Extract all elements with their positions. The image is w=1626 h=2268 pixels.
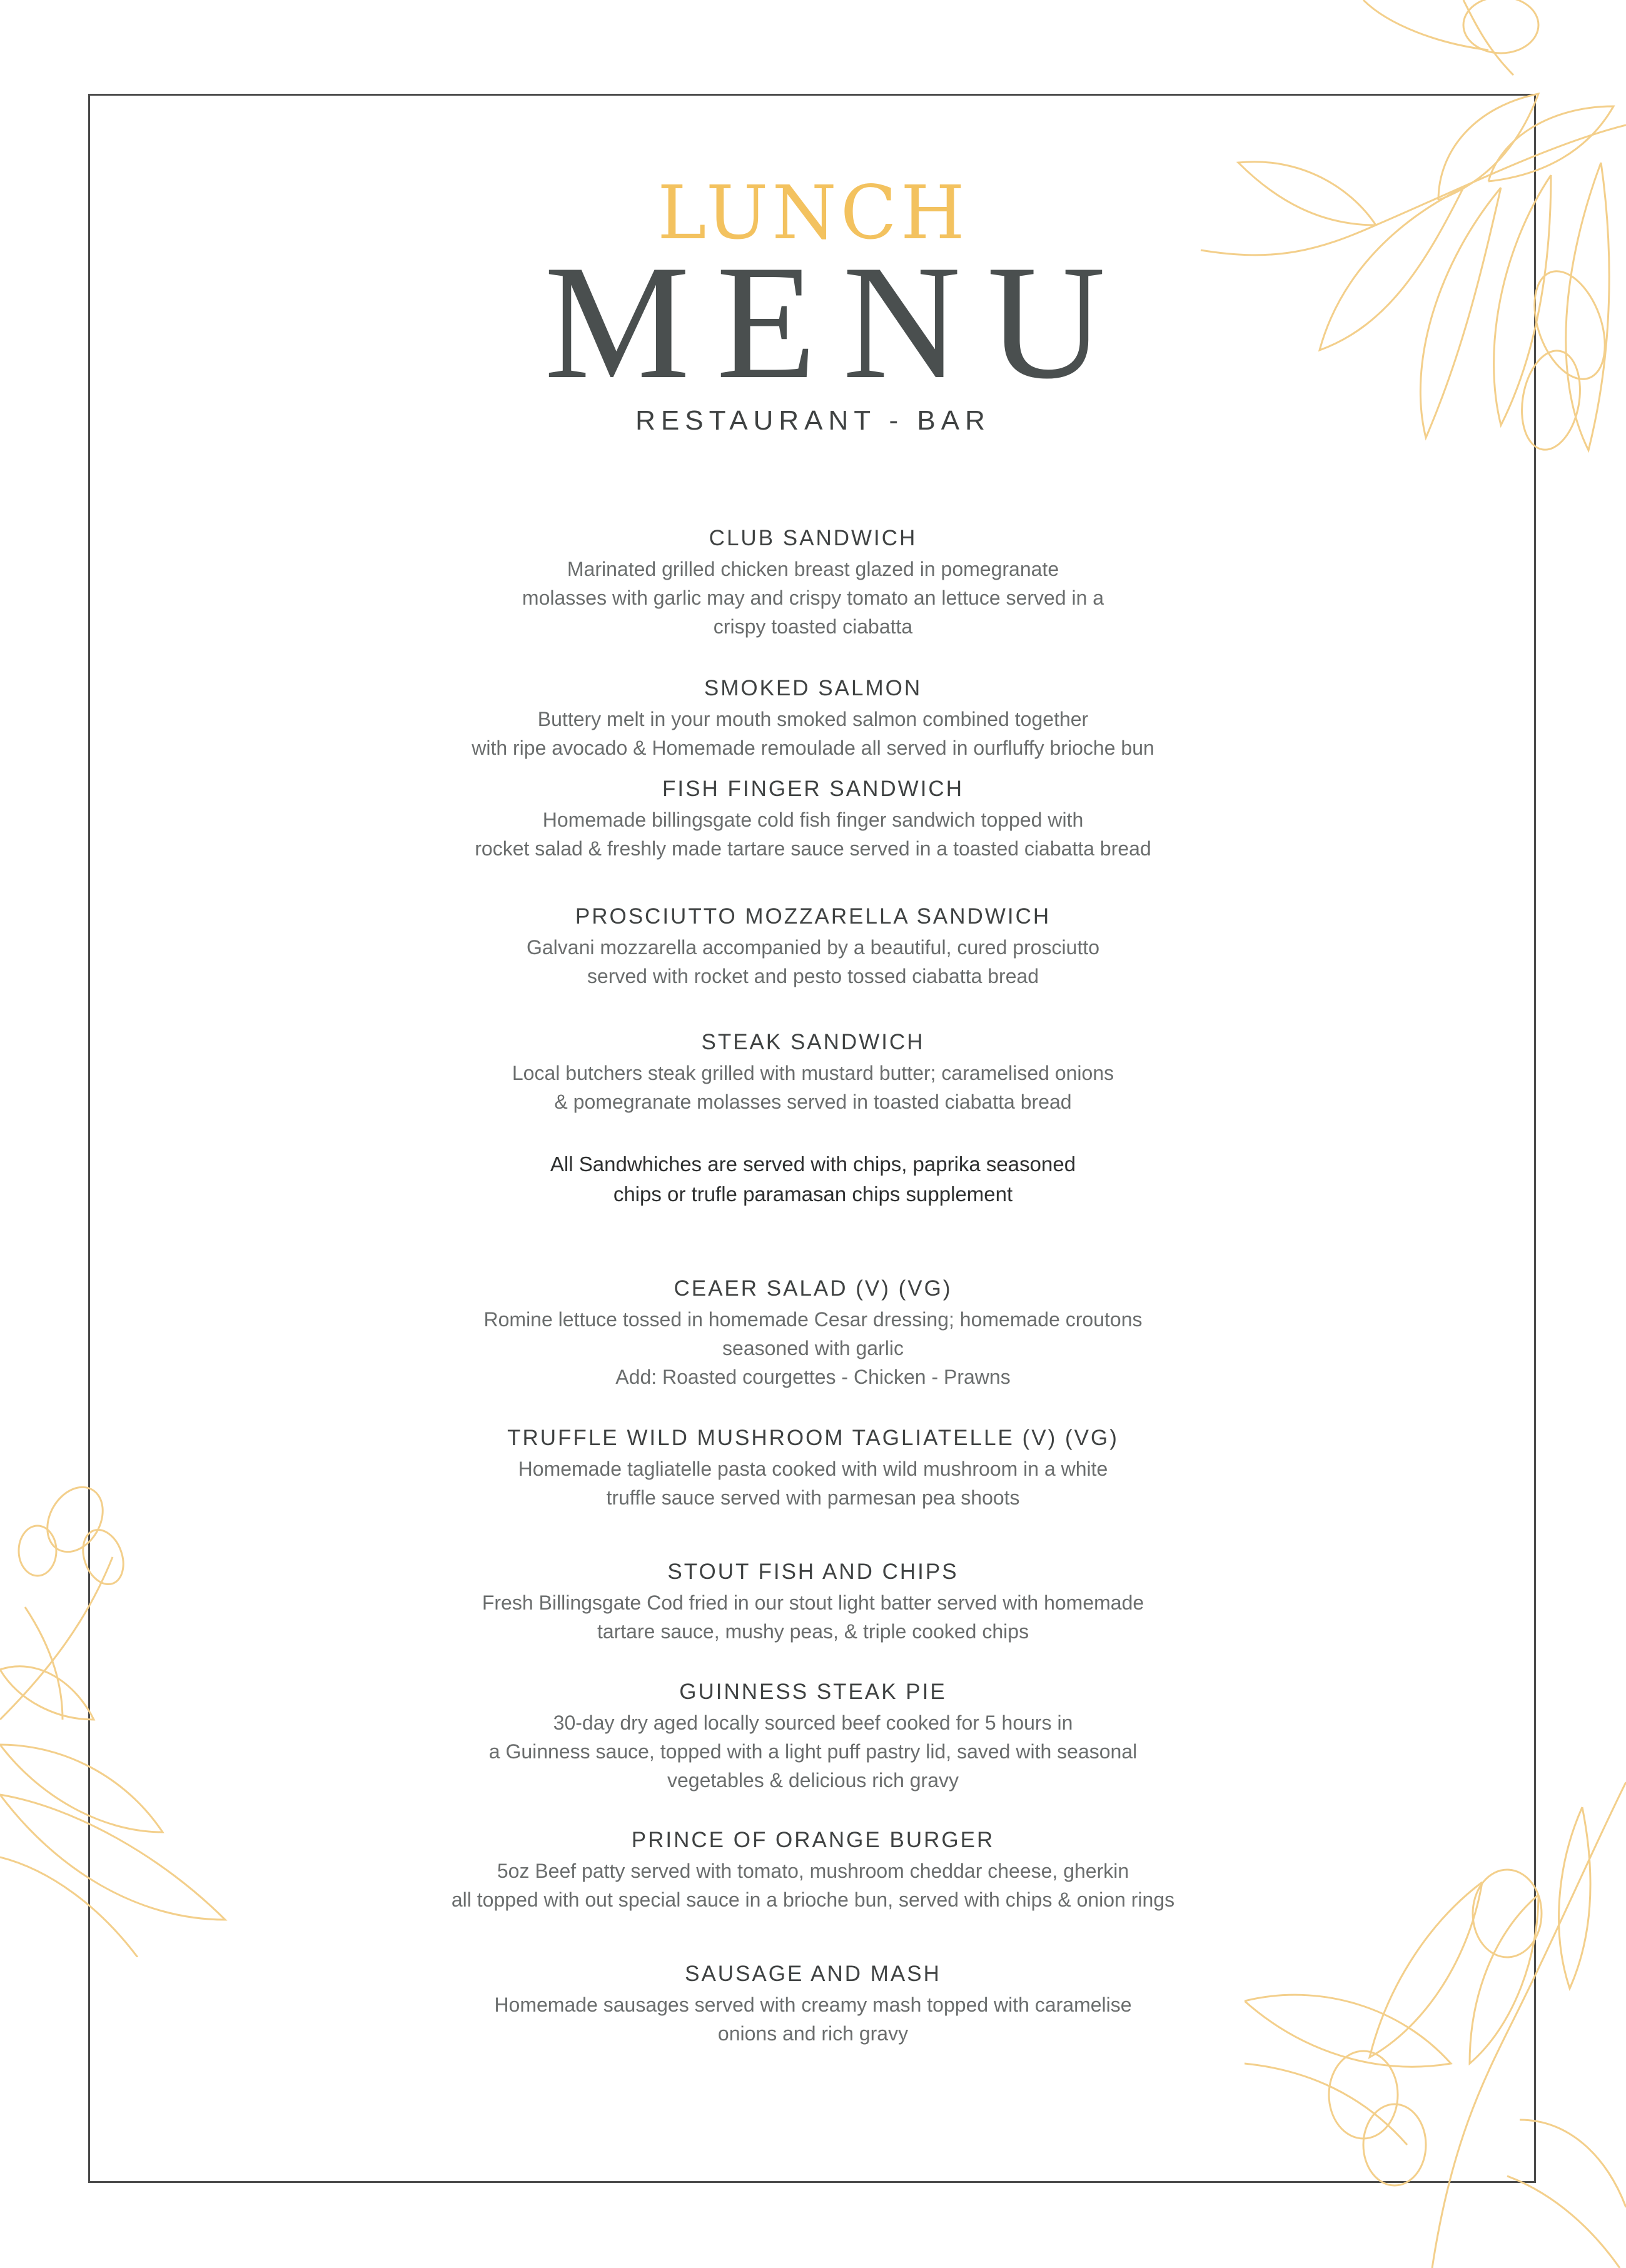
menu-item-name: SMOKED SALMON [704, 676, 922, 700]
menu-item-guinness-steak-pie [250, 1676, 1376, 1795]
menu-item-name: SAUSAGE AND MASH [685, 1962, 941, 1986]
menu-item-smoked-salmon [250, 672, 1376, 762]
menu-item-name: CLUB SANDWICH [709, 526, 917, 550]
menu-item-stout-fish-and-chips [250, 1556, 1376, 1646]
menu-item-prince-of-orange-burger [250, 1824, 1376, 1914]
menu-item-sausage-and-mash [250, 1958, 1376, 2048]
menu-item-description: 30-day dry aged locally sourced beef cooked for 5 hours in a Guinness sauce, topped with a light puff pastry lid, saved with seasonal vegetables & delicious rich gravy [488, 1711, 1138, 1792]
menu-item-truffle-mushroom-tagliatelle [250, 1422, 1376, 1512]
menu-title-lunch: LUNCH [657, 169, 969, 256]
menu-item-name: STEAK SANDWICH [701, 1030, 925, 1054]
menu-item-steak-sandwich [250, 1026, 1376, 1116]
menu-item-name: STOUT FISH AND CHIPS [667, 1560, 959, 1584]
menu-item-description: Homemade billingsgate cold fish finger sandwich topped with rocket salad & freshly made tartare sauce served in a toasted ciabatta bread [475, 809, 1151, 860]
menu-item-description: Homemade sausages served with creamy mash topped with caramelise onions and rich gravy [494, 1993, 1132, 2045]
menu-item-description: Local butchers steak grilled with mustard butter; caramelised onions & pomegranate molasses served in toasted ciabatta bread [512, 1062, 1114, 1113]
menu-item-name: CEAER SALAD (V) (VG) [674, 1276, 952, 1301]
menu-item-name: PROSCIUTTO MOZZARELLA SANDWICH [575, 904, 1051, 929]
menu-item-name: FISH FINGER SANDWICH [662, 777, 964, 801]
menu-item-description: Homemade tagliatelle pasta cooked with wild mushroom in a white truffle sauce served with parmesan pea shoots [518, 1458, 1108, 1509]
menu-item-description: Romine lettuce tossed in homemade Cesar dressing; homemade croutons seasoned with garlic Add: Roasted courgettes - Chicken - Prawns [483, 1308, 1143, 1388]
menu-item-description: Fresh Billingsgate Cod fried in our stout light batter served with homemade tartare sauce, mushy peas, & triple cooked chips [482, 1591, 1144, 1643]
menu-item-description: Marinated grilled chicken breast glazed in pomegranate molasses with garlic may and crispy tomato an lettuce served in a crispy toasted ciabatta [522, 558, 1104, 638]
menu-subtitle: RESTAURANT - BAR [635, 405, 991, 436]
olive-branch-icon [0, 1482, 238, 1957]
menu-item-prosciutto-mozzarella-sandwich [250, 900, 1376, 990]
menu-item-club-sandwich [250, 522, 1376, 641]
menu-item-description: Galvani mozzarella accompanied by a beautiful, cured prosciutto served with rocket and pesto tossed ciabatta bread [526, 936, 1100, 987]
sandwich-chips-note: All Sandwhiches are served with chips, paprika seasoned chips or trufle paramasan chips supplement [550, 1152, 1076, 1206]
menu-item-caesar-salad [250, 1273, 1376, 1391]
menu-item-description: 5oz Beef patty served with tomato, mushroom cheddar cheese, gherkin all topped with out special sauce in a brioche bun, served with chips & onion rings [451, 1860, 1175, 1911]
menu-item-name: GUINNESS STEAK PIE [679, 1680, 947, 1704]
menu-item-fish-finger-sandwich [250, 773, 1376, 863]
menu-item-name: PRINCE OF ORANGE BURGER [631, 1828, 995, 1852]
menu-title-main: MENU [544, 231, 1132, 413]
menu-item-name: TRUFFLE WILD MUSHROOM TAGLIATELLE (V) (VG) [507, 1426, 1119, 1450]
menu-item-description: Buttery melt in your mouth smoked salmon combined together with ripe avocado & Homemade remoulade all served in ourfluffy brioche bun [472, 708, 1154, 759]
